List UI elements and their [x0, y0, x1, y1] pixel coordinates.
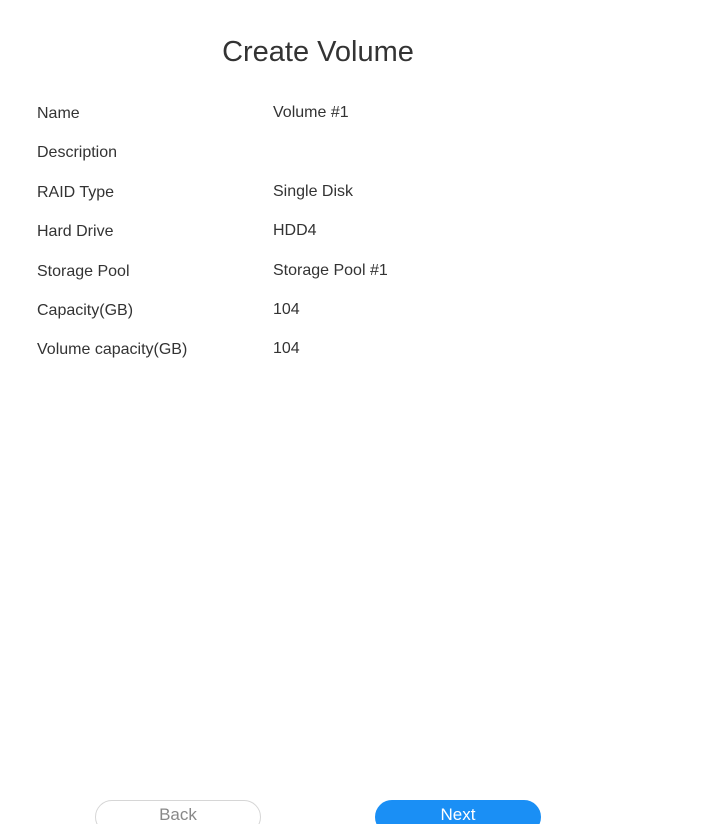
capacity-label: Capacity(GB) [37, 301, 134, 319]
storage-pool-label: Storage Pool [37, 262, 130, 280]
name-value: Volume #1 [273, 104, 349, 121]
capacity-value: 104 [273, 300, 300, 318]
page-title: Create Volume [222, 36, 414, 68]
summary-row-volume-capacity [37, 336, 637, 375]
summary-row-raid-type [37, 179, 637, 218]
summary-row-storage-pool [37, 258, 637, 297]
summary-list [37, 100, 637, 376]
next-button[interactable]: Next [375, 800, 541, 824]
volume-capacity-label: Volume capacity(GB) [37, 341, 188, 359]
summary-row-description [37, 139, 637, 178]
summary-row-capacity [37, 297, 637, 336]
volume-capacity-value: 104 [273, 340, 300, 358]
summary-row-name [37, 100, 637, 139]
description-label: Description [37, 144, 118, 162]
storage-pool-value: Storage Pool #1 [273, 261, 388, 279]
raid-type-label: RAID Type [37, 183, 115, 201]
hard-drive-label: Hard Drive [37, 223, 114, 241]
hard-drive-value: HDD4 [273, 222, 317, 240]
name-label: Name [37, 105, 80, 122]
back-button[interactable]: Back [95, 800, 261, 824]
raid-type-value: Single Disk [273, 182, 354, 200]
summary-row-hard-drive [37, 218, 637, 257]
